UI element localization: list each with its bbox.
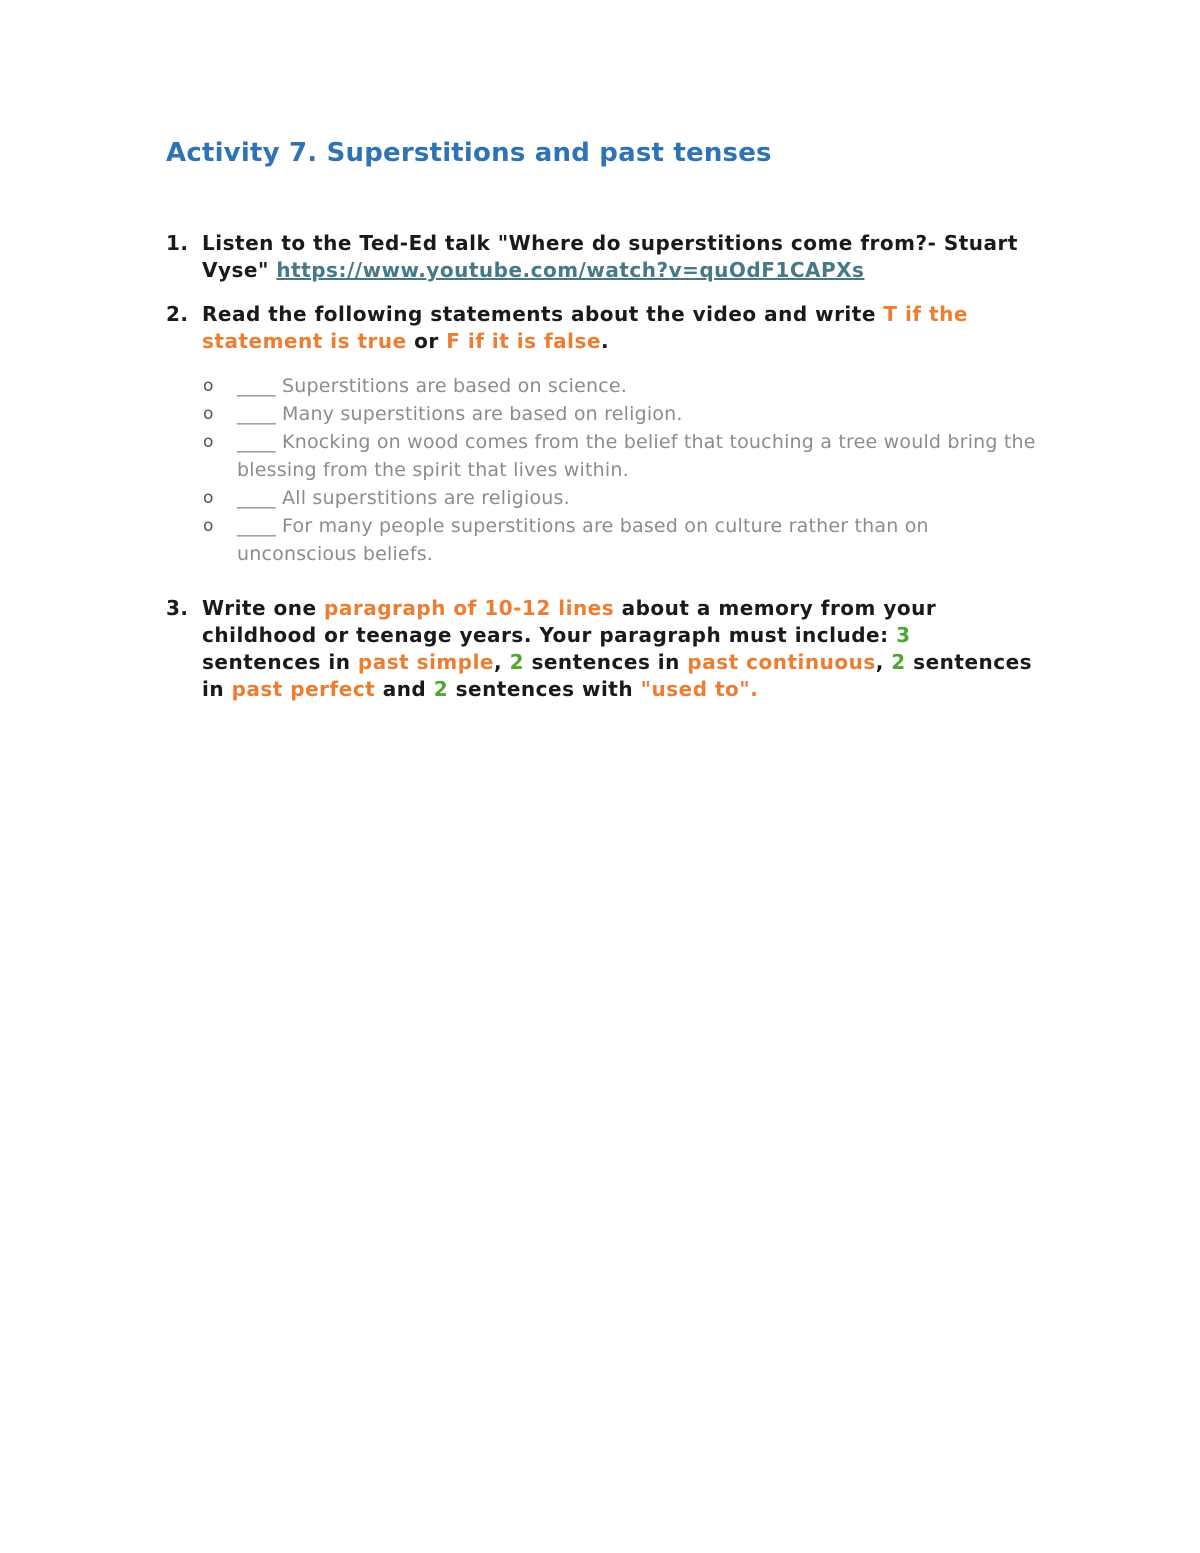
- statement-text: ____ Knocking on wood comes from the belief that touching a tree would bring the blessing from the spirit that lives within.: [237, 431, 1036, 481]
- statement-item: [203, 428, 1043, 484]
- item-body: [202, 230, 1036, 284]
- list-item-3: [166, 595, 1036, 703]
- statement-text: ____ Many superstitions are based on religion.: [237, 403, 683, 425]
- statement-text: ____ Superstitions are based on science.: [237, 375, 628, 397]
- tense-past-continuous: past continuous: [687, 650, 876, 674]
- count-past-continuous: 2: [509, 650, 524, 674]
- true-instruction: T if the statement is true: [202, 302, 968, 353]
- statement-list: [203, 372, 1043, 568]
- tense-used-to: "used to".: [640, 677, 759, 701]
- item-number: 3.: [166, 596, 189, 620]
- statement-text: ____ All superstitions are religious.: [237, 487, 570, 509]
- item-text: sentences with: [448, 677, 641, 701]
- bullet-icon: o: [203, 516, 214, 536]
- statement-item: [203, 372, 1043, 400]
- bullet-icon: o: [203, 432, 214, 452]
- item-text: Read the following statements about the video and write: [202, 302, 884, 326]
- count-past-perfect: 2: [891, 650, 906, 674]
- item-text: Listen to the Ted-Ed talk "Where do superstitions come from?- Stuart Vyse": [202, 231, 1018, 282]
- count-used-to: 2: [433, 677, 449, 701]
- item-number: 2.: [166, 302, 189, 326]
- list-item-2: [166, 301, 1036, 355]
- false-instruction: F if it is false: [446, 329, 602, 353]
- activity-title: Activity 7. Superstitions and past tenses: [166, 138, 772, 168]
- youtube-link[interactable]: https://www.youtube.com/watch?v=quOdF1CAPXs: [276, 258, 865, 282]
- item-body: [202, 595, 1036, 703]
- tense-past-simple: past simple: [357, 650, 494, 674]
- count-past-simple: 3: [896, 623, 911, 647]
- item-text: sentences in: [202, 650, 358, 674]
- bullet-icon: o: [203, 404, 214, 424]
- list-item-1: [166, 230, 1036, 284]
- item-text: .: [601, 329, 610, 353]
- bullet-icon: o: [203, 376, 214, 396]
- item-text: ,: [875, 650, 892, 674]
- item-text: about a memory from your childhood or teenage years. Your paragraph must include:: [202, 596, 937, 647]
- statement-item: [203, 512, 1043, 568]
- item-text: Write one: [202, 596, 325, 620]
- highlight-paragraph-length: paragraph of 10-12 lines: [324, 596, 615, 620]
- item-body: [202, 301, 1036, 355]
- statement-item: [203, 484, 1043, 512]
- item-number: 1.: [166, 231, 189, 255]
- item-text: and: [375, 677, 434, 701]
- item-text: ,: [494, 650, 510, 674]
- item-text: sentences in: [523, 650, 688, 674]
- tense-past-perfect: past perfect: [231, 677, 376, 701]
- statement-text: ____ For many people superstitions are based on culture rather than on unconscious beliefs.: [237, 515, 929, 565]
- statement-item: [203, 400, 1043, 428]
- item-text: sentences in: [202, 650, 1033, 701]
- item-text: or: [406, 329, 447, 353]
- bullet-icon: o: [203, 488, 214, 508]
